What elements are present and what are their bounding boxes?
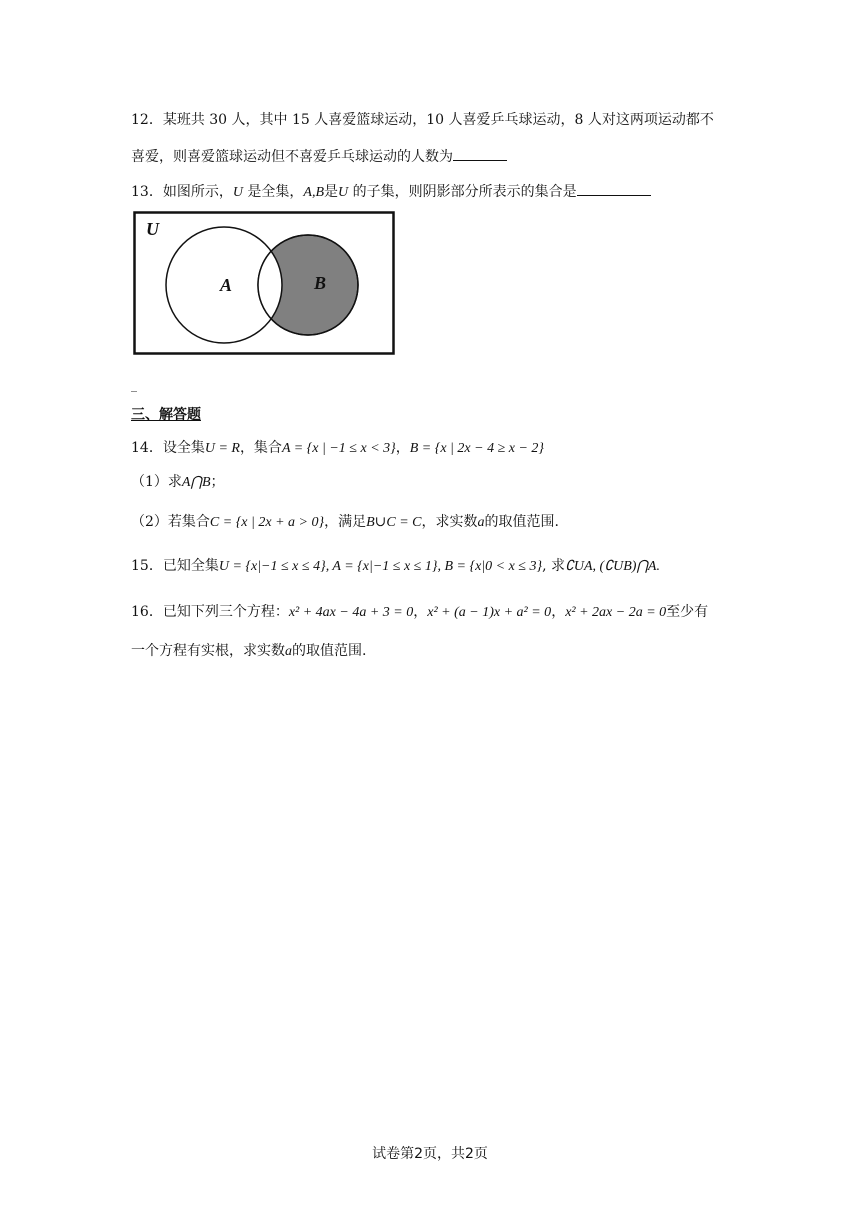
q12-line1: 12．某班共 30 人，其中 15 人喜爱篮球运动，10 人喜爱乒乓球运动，8 人对这两项运动都不 [131,112,714,128]
q16-line2a: 一个方程有实根，求实数 [131,643,285,659]
q14-b-def: B = {x | 2x − 4 ≥ x − 2} [409,441,545,456]
q16-line1 [131,602,708,623]
q14-main: 14．设全集 [131,440,205,456]
label-b: B [314,273,327,293]
q15-main: 15．已知全集 [131,558,219,574]
q14-u-eq: U = R [204,441,240,456]
q13-line [131,181,651,203]
q16-line2b: 的取值范围. [292,643,367,659]
q13-ab: A,B [303,185,325,200]
q13-suffix: 的子集，则阴影部分所表示的集合是 [348,184,577,200]
q14-a-def: A = {x | −1 ≤ x < 3} [281,441,396,456]
q15-tail: , 求 [542,558,565,574]
q14-part2 [131,512,559,533]
q14-p2-mid: ，满足 [324,514,367,530]
q16-line2 [131,641,366,662]
q12-answer-blank [453,146,507,161]
q16-eq3: x² + 2ax − 2a = 0 [565,605,667,620]
q15-b-def: , B = {x|0 < x ≤ 3} [437,559,543,574]
q14-p2-cond: B∪C = C [366,515,422,530]
q16-eq2: x² + (a − 1)x + a² = 0 [427,605,552,620]
q14-part1 [131,472,225,493]
q16-sep1: ， [413,604,428,620]
q13-u: U [232,185,243,200]
q14-p1-label: （1）求 [131,474,182,490]
q15-line [131,556,660,577]
q13-mid1: 是全集， [242,184,304,200]
q14-line [131,438,544,459]
q16-sep2: ， [551,604,566,620]
dash-mark: _ [131,378,137,392]
q15-expr: ∁UA, (∁UB)⋂A. [564,559,660,574]
q15-u-def: U = {x|−1 ≤ x ≤ 4} [218,559,326,574]
q16-eq1: x² + 4ax − 4a + 3 = 0 [288,605,414,620]
q13-prefix: 13．如图所示， [131,184,233,200]
venn-diagram [133,211,397,357]
section-title [131,405,201,425]
label-u: U [146,219,159,239]
q14-sep1: ，集合 [239,440,282,456]
q14-p2-end: ，求实数 [421,514,478,530]
page-footer: 试卷第2页，共2页 [372,1146,488,1162]
q14-p1-expr: A⋂B [181,475,211,490]
q16-a: a [285,644,292,659]
q14-p2-a: a [477,515,485,530]
section-title-text: 三、解答题 [131,407,201,423]
q14-sep2: ， [395,440,410,456]
q14-p2-expr: C = {x | 2x + a > 0} [209,515,325,530]
q16-tail: 至少有 [666,604,709,620]
q14-p2-label: （2）若集合 [131,514,210,530]
q14-p2-tail: 的取值范围. [484,514,559,530]
q14-p1-end: ； [210,474,225,490]
q13-answer-blank [577,181,651,196]
q13-mid2: 是 [324,184,339,200]
label-a: A [220,275,233,295]
q12-line2-text: 喜爱，则喜爱篮球运动但不喜爱乒乓球运动的人数为 [131,149,453,165]
q12-line2 [131,146,507,167]
q13-u2: U [338,185,349,200]
q16-main: 16．已知下列三个方程： [131,604,289,620]
q15-a-def: , A = {x|−1 ≤ x ≤ 1} [325,559,438,574]
